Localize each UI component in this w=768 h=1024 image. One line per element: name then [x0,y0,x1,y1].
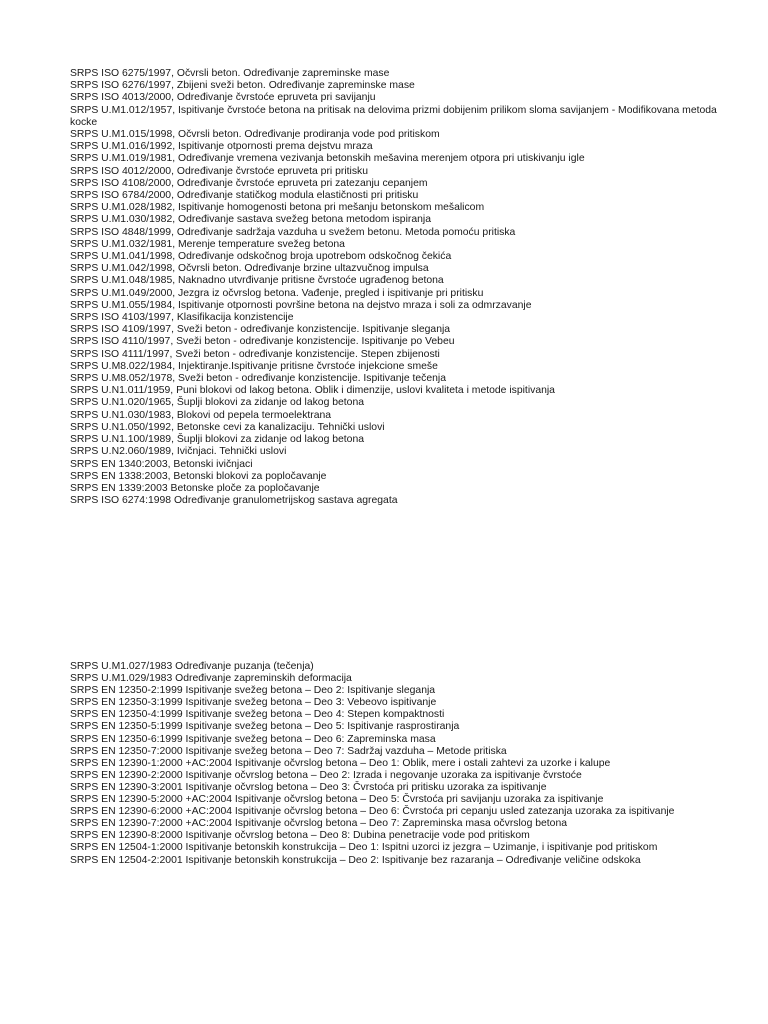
standard-entry: SRPS EN 1340:2003, Betonski ivičnjaci [70,458,253,470]
standard-entry: SRPS EN 12390-3:2001 Ispitivanje očvrslog betona – Deo 3: Čvrstoća pri pritisku uzoraka za ispitivanje [70,781,547,793]
standard-entry: SRPS ISO 6784/2000, Određivanje statičkog modula elastičnosti pri pritisku [70,190,419,202]
standard-entry: SRPS EN 12504-1:2000 Ispitivanje betonskih konstrukcija – Deo 1: Ispitni uzorci iz jezgra – Uzimanje, i ispitivanje pod pritiskom [70,842,658,854]
standard-entry: SRPS ISO 4103/1997, Klasifikacija konzistencije [70,312,294,324]
standard-entry: SRPS ISO 6274:1998 Određivanje granulometrijskog sastava agregata [70,495,398,507]
standard-entry: SRPS U.M1.042/1998, Očvrsli beton. Određivanje brzine ultazvučnog impulsa [70,263,429,275]
standard-entry: SRPS EN 1338:2003, Betonski blokovi za popločavanje [70,470,327,482]
standard-entry: SRPS EN 12390-2:2000 Ispitivanje očvrslog betona – Deo 2: Izrada i negovanje uzoraka za ispitivanje čvrstoće [70,769,582,781]
standard-entry: SRPS U.M1.048/1985, Naknadno utvrđivanje pritisne čvrstoće ugrađenog betona [70,275,444,287]
standard-entry: SRPS U.M1.049/2000, Jezgra iz očvrslog betona. Vađenje, pregled i ispitivanje pri pritisku [70,287,484,299]
standards-list-2 [70,661,726,867]
standard-entry: SRPS EN 12390-8:2000 Ispitivanje očvrslog betona – Deo 8: Dubina penetracije vode pod pritiskom [70,830,530,842]
standard-entry: SRPS EN 12390-7:2000 +AC:2004 Ispitivanje očvrslog betona – Deo 7: Zapreminska masa očvrslog betona [70,818,568,830]
standard-entry: SRPS U.N1.020/1965, Šuplji blokovi za zidanje od lakog betona [70,397,365,409]
standard-entry: SRPS ISO 4110/1997, Sveži beton - određivanje konzistencije. Ispitivanje po Vebeu [70,336,455,348]
standard-entry: SRPS U.M1.012/1957, Ispitivanje čvrstoće betona na pritisak na delovima prizmi dobijenim prilikom sloma savijanjem - Modifikovana metoda kocke [70,104,717,128]
standard-entry: SRPS U.N1.030/1983, Blokovi od pepela termoelektrana [70,409,332,421]
standard-entry: SRPS U.M1.027/1983 Određivanje puzanja (tečenja) [70,661,314,672]
standard-entry: SRPS ISO 4108/2000, Određivanje čvrstoće epruveta pri zatezanju cepanjem [70,177,428,189]
standard-entry: SRPS ISO 4111/1997, Sveži beton - određivanje konzistencije. Stepen zbijenosti [70,348,440,360]
standard-entry: SRPS ISO 6275/1997, Očvrsli beton. Određivanje zapreminske mase [70,68,390,79]
standard-entry: SRPS EN 12504-2:2001 Ispitivanje betonskih konstrukcija – Deo 2: Ispitivanje bez razaranja – Određivanje veličine odskoka [70,854,641,866]
standard-entry: SRPS U.M8.022/1984, Injektiranje.Ispitivanje pritisne čvrstoće injekcione smeše [70,360,438,372]
standard-entry: SRPS U.M1.041/1998, Određivanje odskočnog broja upotrebom odskočnog čekića [70,251,452,263]
standard-entry: SRPS U.M1.028/1982, Ispitivanje homogenosti betona pri mešanju betonskom mešalicom [70,202,485,214]
standards-list-1 [70,68,726,507]
standard-entry: SRPS EN 12350-6:1999 Ispitivanje svežeg betona – Deo 6: Zapreminska masa [70,733,436,745]
standard-entry: SRPS U.M8.052/1978, Sveži beton - određivanje konzistencije. Ispitivanje tečenja [70,373,447,385]
standard-entry: SRPS EN 12350-5:1999 Ispitivanje svežeg betona – Deo 5: Ispitivanje rasprostiranja [70,721,460,733]
standard-entry: SRPS U.N1.100/1989, Šuplji blokovi za zidanje od lakog betona [70,434,365,446]
standard-entry: SRPS EN 12350-3:1999 Ispitivanje svežeg betona – Deo 3: Vebeovo ispitivanje [70,697,437,709]
standard-entry: SRPS U.M1.029/1983 Određivanje zapreminskih deformacija [70,673,352,685]
standard-entry: SRPS ISO 4848/1999, Određivanje sadržaja vazduha u svežem betonu. Metoda pomoću pritiska [70,226,516,238]
standard-entry: SRPS U.N1.011/1959, Puni blokovi od lakog betona. Oblik i dimenzije, uslovi kvaliteta i metode ispitivanja [70,385,555,397]
standard-entry: SRPS EN 12350-2:1999 Ispitivanje svežeg betona – Deo 2: Ispitivanje sleganja [70,685,436,697]
standard-entry: SRPS ISO 6276/1997, Zbijeni sveži beton. Određivanje zapreminske mase [70,80,415,92]
standard-entry: SRPS EN 12350-7:2000 Ispitivanje svežeg betona – Deo 7: Sadržaj vazduha – Metode pritiska [70,745,507,757]
standard-entry: SRPS EN 1339:2003 Betonske ploče za popločavanje [70,482,320,494]
standard-entry: SRPS U.N1.050/1992, Betonske cevi za kanalizaciju. Tehnički uslovi [70,421,385,433]
standard-entry: SRPS U.M1.032/1981, Merenje temperature svežeg betona [70,238,345,250]
standard-entry: SRPS EN 12390-1:2000 +AC:2004 Ispitivanje očvrslog betona – Deo 1: Oblik, mere i ostali zahtevi za uzorke i kalupe [70,757,611,769]
standard-entry: SRPS U.M1.015/1998, Očvrsli beton. Određivanje prodiranja vode pod pritiskom [70,129,440,141]
standard-entry: SRPS U.M1.016/1992, Ispitivanje otpornosti prema dejstvu mraza [70,141,373,153]
standard-entry: SRPS ISO 4109/1997, Sveži beton - određivanje konzistencije. Ispitivanje sleganja [70,324,451,336]
standard-entry: SRPS ISO 4012/2000, Određivanje čvrstoće epruveta pri pritisku [70,165,369,177]
standard-entry: SRPS U.M1.055/1984, Ispitivanje otpornosti površine betona na dejstvo mraza i soli za odmrzavanje [70,299,532,311]
standard-entry: SRPS EN 12390-5:2000 +AC:2004 Ispitivanje očvrslog betona – Deo 5: Čvrstoća pri savijanju uzoraka za ispitivanje [70,794,604,806]
standard-entry: SRPS EN 12390-6:2000 +AC:2004 Ispitivanje očvrslog betona – Deo 6: Čvrstoća pri cepanju usled zatezanja uzoraka za ispitivanje [70,806,675,818]
standard-entry: SRPS U.M1.030/1982, Određivanje sastava svežeg betona metodom ispiranja [70,214,431,226]
standard-entry: SRPS U.M1.019/1981, Određivanje vremena vezivanja betonskih mešavina merenjem otpora pri utiskivanju igle [70,153,585,165]
standard-entry: SRPS ISO 4013/2000, Određivanje čvrstoće epruveta pri savijanju [70,92,376,104]
standard-entry: SRPS U.N2.060/1989, Ivičnjaci. Tehnički uslovi [70,446,287,458]
standard-entry: SRPS EN 12350-4:1999 Ispitivanje svežeg betona – Deo 4: Stepen kompaktnosti [70,709,445,721]
